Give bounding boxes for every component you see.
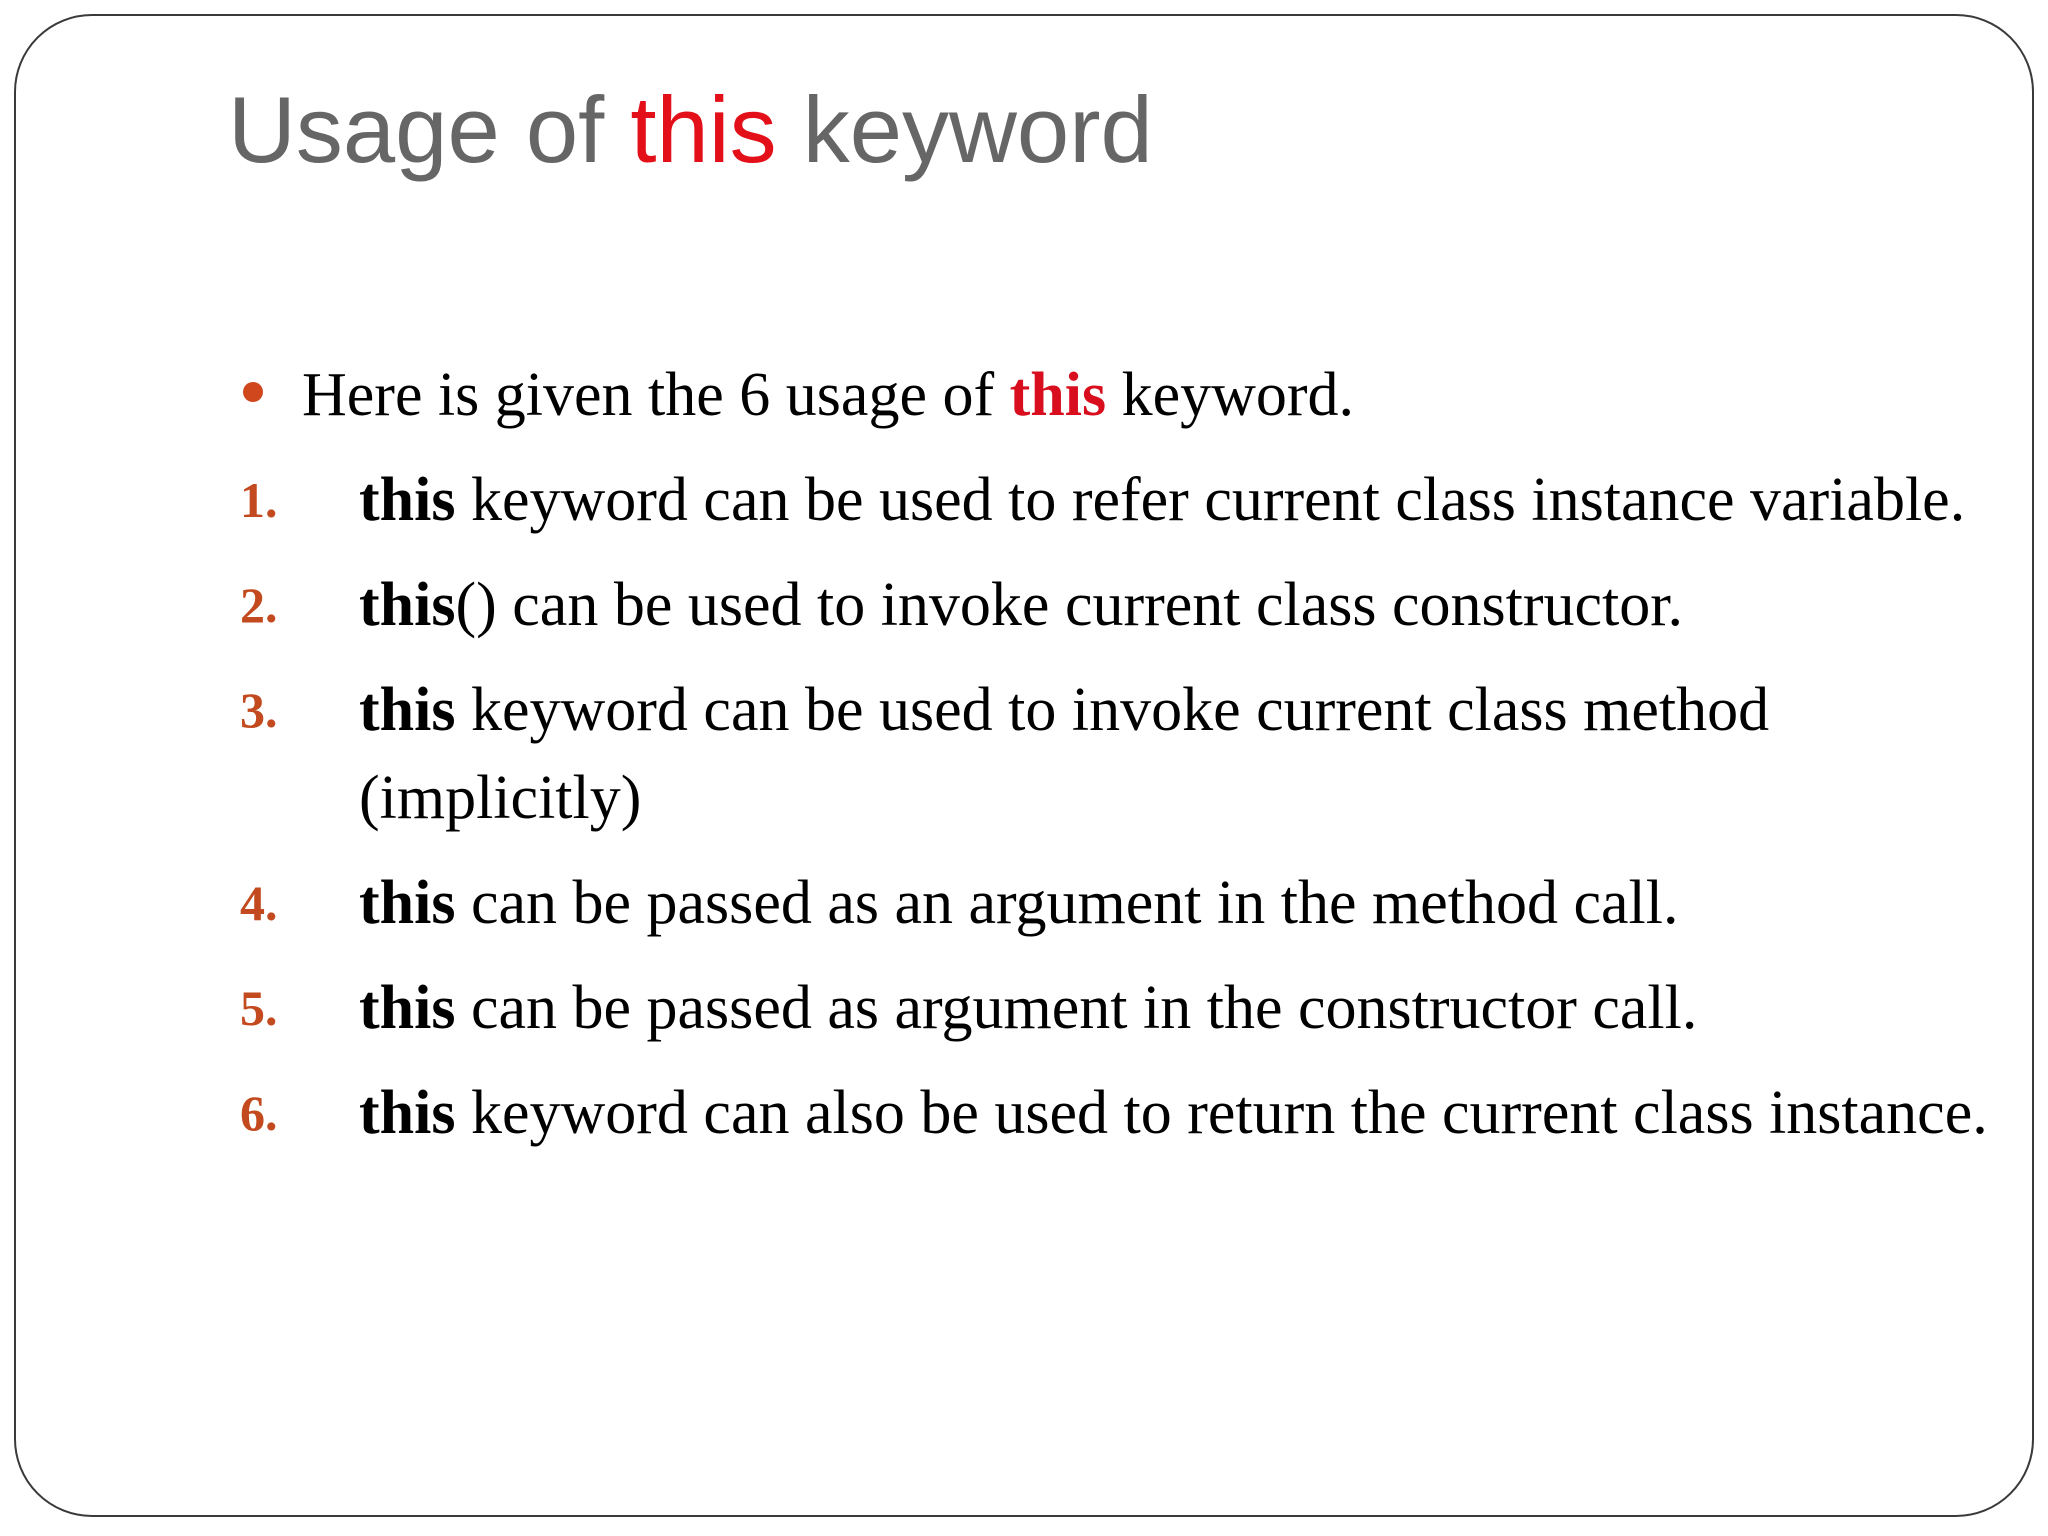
item-keyword: this bbox=[359, 571, 456, 639]
item-text: () can be used to invoke current class constructor. bbox=[455, 571, 1684, 639]
item-number: 3. bbox=[240, 682, 278, 738]
intro-text bbox=[302, 356, 1354, 434]
list-item bbox=[228, 964, 2034, 1052]
item-keyword: this bbox=[359, 466, 456, 534]
list-item bbox=[228, 666, 2034, 842]
item-text: keyword can be used to refer current class instance variable. bbox=[455, 466, 1966, 534]
list-item bbox=[228, 456, 2034, 544]
intro-keyword: this bbox=[1009, 361, 1107, 429]
intro-prefix: Here is given the 6 usage of bbox=[302, 361, 1010, 429]
list-item bbox=[228, 1069, 2034, 1157]
title-keyword: this bbox=[630, 77, 777, 182]
item-number: 1. bbox=[240, 472, 278, 528]
item-number: 4. bbox=[240, 875, 278, 931]
list-item bbox=[228, 561, 2034, 649]
item-keyword: this bbox=[359, 869, 456, 937]
title-suffix: keyword bbox=[776, 77, 1153, 182]
slide bbox=[14, 14, 2034, 1517]
item-keyword: this bbox=[359, 1079, 456, 1147]
item-keyword: this bbox=[359, 974, 456, 1042]
bullet-dot-icon bbox=[243, 382, 263, 402]
usage-list bbox=[228, 456, 2034, 1174]
slide-title bbox=[228, 78, 1153, 181]
intro-suffix: keyword. bbox=[1106, 361, 1355, 429]
title-prefix: Usage of bbox=[228, 77, 631, 182]
item-text: can be passed as an argument in the method call. bbox=[455, 869, 1679, 937]
item-number: 6. bbox=[240, 1085, 278, 1141]
item-number: 5. bbox=[240, 980, 278, 1036]
item-text: keyword can be used to invoke current class method (implicitly) bbox=[359, 676, 1770, 832]
item-keyword: this bbox=[359, 676, 456, 744]
item-text: can be passed as argument in the constructor call. bbox=[455, 974, 1698, 1042]
item-text: keyword can also be used to return the current class instance. bbox=[455, 1079, 1988, 1147]
item-number: 2. bbox=[240, 577, 278, 633]
list-item bbox=[228, 859, 2034, 947]
